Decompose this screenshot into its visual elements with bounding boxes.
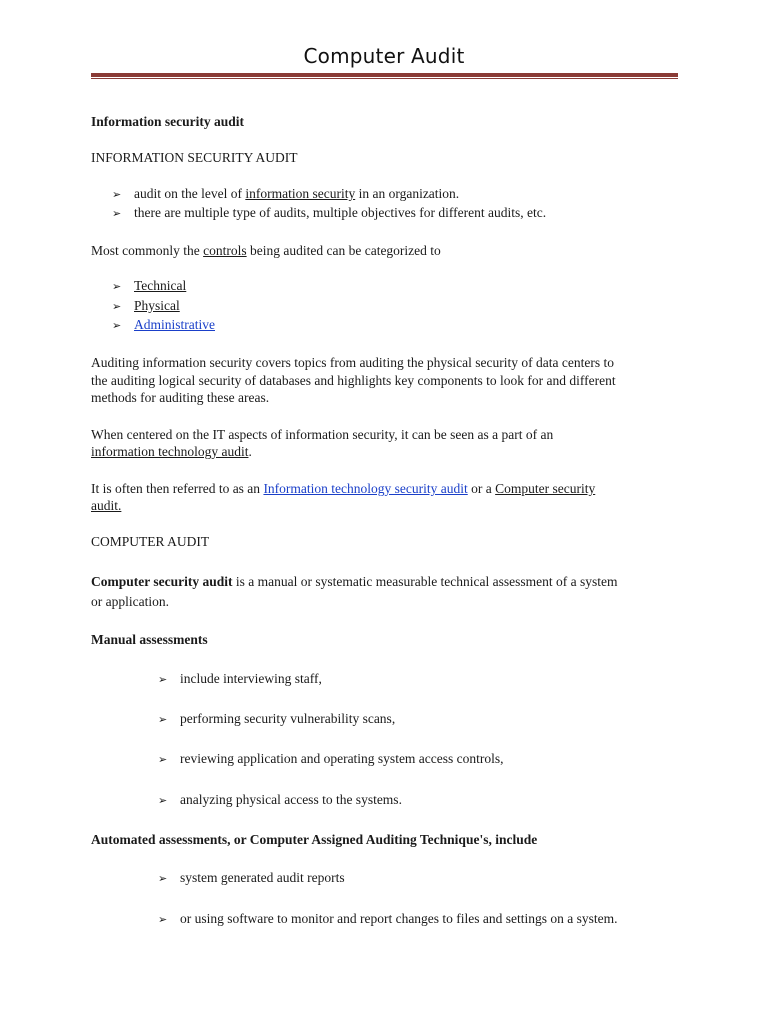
arrow-bullet-icon: ➢ bbox=[158, 872, 168, 885]
arrow-bullet-icon: ➢ bbox=[112, 207, 122, 220]
information-security-link[interactable]: information security bbox=[245, 186, 356, 201]
arrow-bullet-icon: ➢ bbox=[112, 319, 122, 332]
computer-security-audit-link-cont[interactable]: audit. bbox=[91, 498, 122, 513]
controls-line: Most commonly the controls being audited can be categorized to bbox=[91, 243, 441, 258]
list-item: ➢ audit on the level of information security in an organization. bbox=[112, 186, 460, 201]
controls-link[interactable]: controls bbox=[203, 243, 247, 258]
technical-link[interactable]: Technical bbox=[134, 278, 187, 293]
definition-line: or application. bbox=[91, 594, 169, 609]
paragraph-line: When centered on the IT aspects of information security, it can be seen as a part of an bbox=[91, 427, 554, 442]
heading-info-security-audit: Information security audit bbox=[91, 114, 244, 129]
paragraph-line: It is often then referred to as an Information technology security audit or a Computer security bbox=[91, 481, 596, 496]
list-item: ➢ analyzing physical access to the systems. bbox=[158, 792, 402, 807]
arrow-bullet-icon: ➢ bbox=[112, 280, 122, 293]
paragraph-line: the auditing logical security of databases and highlights key components to look for and different bbox=[91, 373, 616, 388]
category-physical bbox=[112, 297, 180, 315]
arrow-bullet-icon: ➢ bbox=[112, 188, 122, 201]
it-audit-link[interactable]: information technology audit bbox=[91, 444, 249, 459]
category-technical bbox=[112, 277, 186, 295]
arrow-bullet-icon: ➢ bbox=[158, 913, 168, 926]
title-rule-thin bbox=[91, 78, 678, 79]
arrow-bullet-icon: ➢ bbox=[158, 753, 168, 766]
title-rule-thick bbox=[91, 73, 678, 77]
definition-line: Computer security audit is a manual or systematic measurable technical assessment of a system bbox=[91, 574, 618, 589]
paragraph-line: Auditing information security covers topics from auditing the physical security of data centers to bbox=[91, 355, 614, 370]
arrow-bullet-icon: ➢ bbox=[112, 300, 122, 313]
heading-caps-computer-audit: COMPUTER AUDIT bbox=[91, 534, 210, 549]
arrow-bullet-icon: ➢ bbox=[158, 794, 168, 807]
category-administrative bbox=[112, 316, 215, 334]
administrative-link[interactable]: Administrative bbox=[134, 317, 215, 332]
paragraph-line: methods for auditing these areas. bbox=[91, 390, 270, 405]
list-item: ➢ reviewing application and operating system access controls, bbox=[158, 751, 504, 766]
paragraph-line: information technology audit. bbox=[91, 444, 252, 459]
list-item: ➢ performing security vulnerability scans, bbox=[158, 711, 396, 726]
computer-security-audit-link[interactable]: Computer security bbox=[495, 481, 596, 496]
list-item: ➢ system generated audit reports bbox=[158, 870, 345, 885]
heading-manual-assessments: Manual assessments bbox=[91, 632, 208, 647]
list-item: ➢ include interviewing staff, bbox=[158, 671, 322, 686]
list-item: ➢ or using software to monitor and report changes to files and settings on a system. bbox=[158, 911, 618, 926]
heading-caps-info-security: INFORMATION SECURITY AUDIT bbox=[91, 150, 298, 165]
physical-link[interactable]: Physical bbox=[134, 298, 180, 313]
it-security-audit-link[interactable]: Information technology security audit bbox=[263, 481, 468, 496]
heading-automated-assessments: Automated assessments, or Computer Assigned Auditing Technique's, include bbox=[91, 832, 538, 847]
arrow-bullet-icon: ➢ bbox=[158, 713, 168, 726]
list-item: ➢ there are multiple type of audits, multiple objectives for different audits, etc. bbox=[112, 205, 547, 220]
document-title: Computer Audit bbox=[303, 44, 465, 68]
paragraph-line bbox=[91, 497, 121, 514]
arrow-bullet-icon: ➢ bbox=[158, 673, 168, 686]
